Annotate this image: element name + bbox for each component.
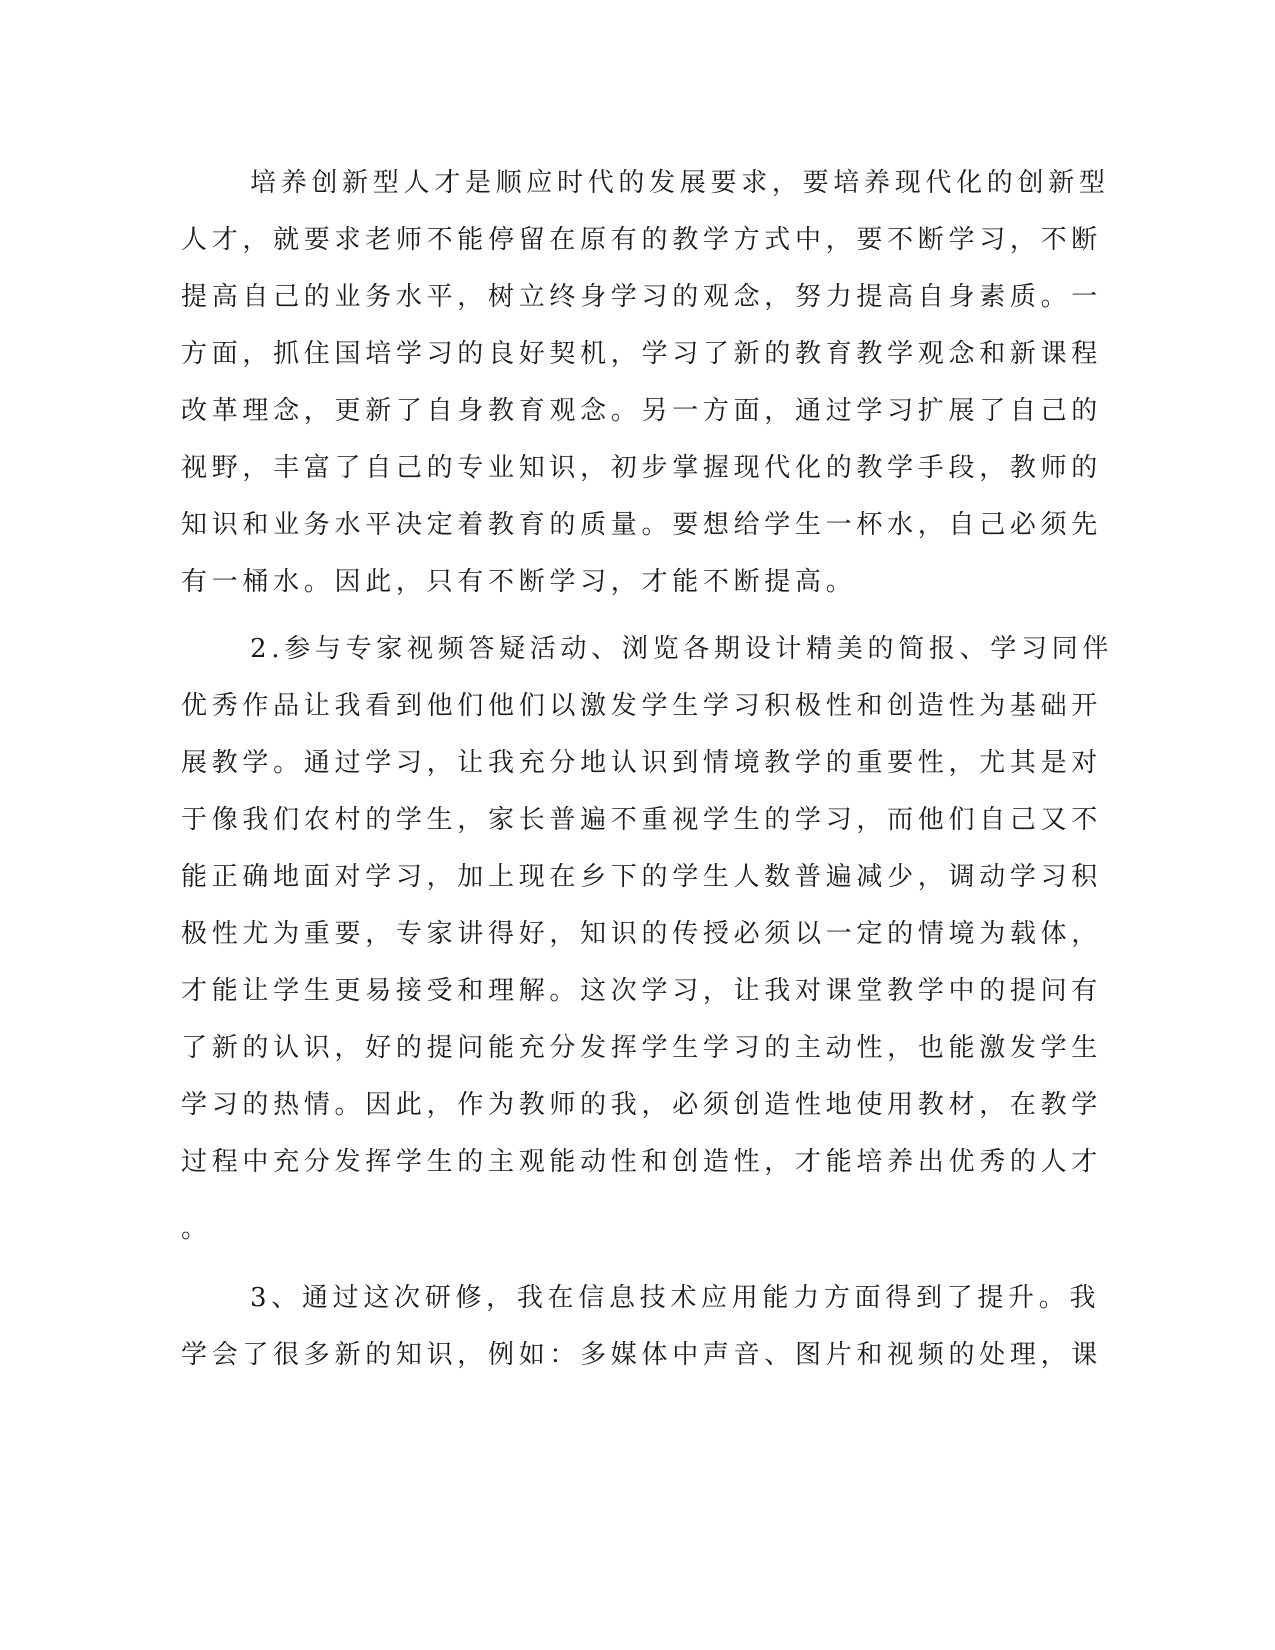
paragraph-1-line-5: 改革理念，更新了自身教育观念。另一方面，通过学习扩展了自己的 <box>181 396 1103 426</box>
paragraph-1-line-4: 方面，抓住国培学习的良好契机，学习了新的教育教学观念和新课程 <box>181 339 1103 369</box>
paragraph-2-line-8: 了新的认识，好的提问能充分发挥学生学习的主动性，也能激发学生 <box>181 1033 1103 1063</box>
paragraph-2-line-1: 2.参与专家视频答疑活动、浏览各期设计精美的简报、学习同伴 <box>250 634 1114 664</box>
paragraph-2-line-10: 过程中充分发挥学生的主观能动性和创造性，才能培养出优秀的人才 <box>181 1147 1103 1177</box>
paragraph-3-line-1: 3、通过这次研修，我在信息技术应用能力方面得到了提升。我 <box>250 1283 1101 1313</box>
paragraph-1-line-7: 知识和业务水平决定着教育的质量。要想给学生一杯水，自己必须先 <box>181 510 1103 540</box>
paragraph-3-line-2: 学会了很多新的知识，例如：多媒体中声音、图片和视频的处理，课 <box>181 1340 1103 1370</box>
paragraph-1-line-3: 提高自己的业务水平，树立终身学习的观念，努力提高自身素质。一 <box>181 282 1103 312</box>
paragraph-2-line-9: 学习的热情。因此，作为教师的我，必须创造性地使用教材，在教学 <box>181 1090 1103 1120</box>
paragraph-2-line-6: 极性尤为重要，专家讲得好，知识的传授必须以一定的情境为载体， <box>181 919 1103 949</box>
paragraph-1-line-6: 视野，丰富了自己的专业知识，初步掌握现代化的教学手段，教师的 <box>181 453 1103 483</box>
paragraph-2-line-11: 。 <box>181 1214 212 1244</box>
paragraph-2-line-3: 展教学。通过学习，让我充分地认识到情境教学的重要性，尤其是对 <box>181 748 1103 778</box>
paragraph-1-line-1: 培养创新型人才是顺应时代的发展要求，要培养现代化的创新型 <box>250 168 1110 198</box>
paragraph-2-line-2: 优秀作品让我看到他们他们以激发学生学习积极性和创造性为基础开 <box>181 691 1103 721</box>
paragraph-1-line-2: 人才，就要求老师不能停留在原有的教学方式中，要不断学习，不断 <box>181 225 1103 255</box>
paragraph-2-line-4: 于像我们农村的学生，家长普遍不重视学生的学习，而他们自己又不 <box>181 805 1103 835</box>
paragraph-2-line-5: 能正确地面对学习，加上现在乡下的学生人数普遍减少，调动学习积 <box>181 862 1103 892</box>
paragraph-1-line-8: 有一桶水。因此，只有不断学习，才能不断提高。 <box>181 567 857 597</box>
paragraph-2-line-7: 才能让学生更易接受和理解。这次学习，让我对课堂教学中的提问有 <box>181 976 1103 1006</box>
